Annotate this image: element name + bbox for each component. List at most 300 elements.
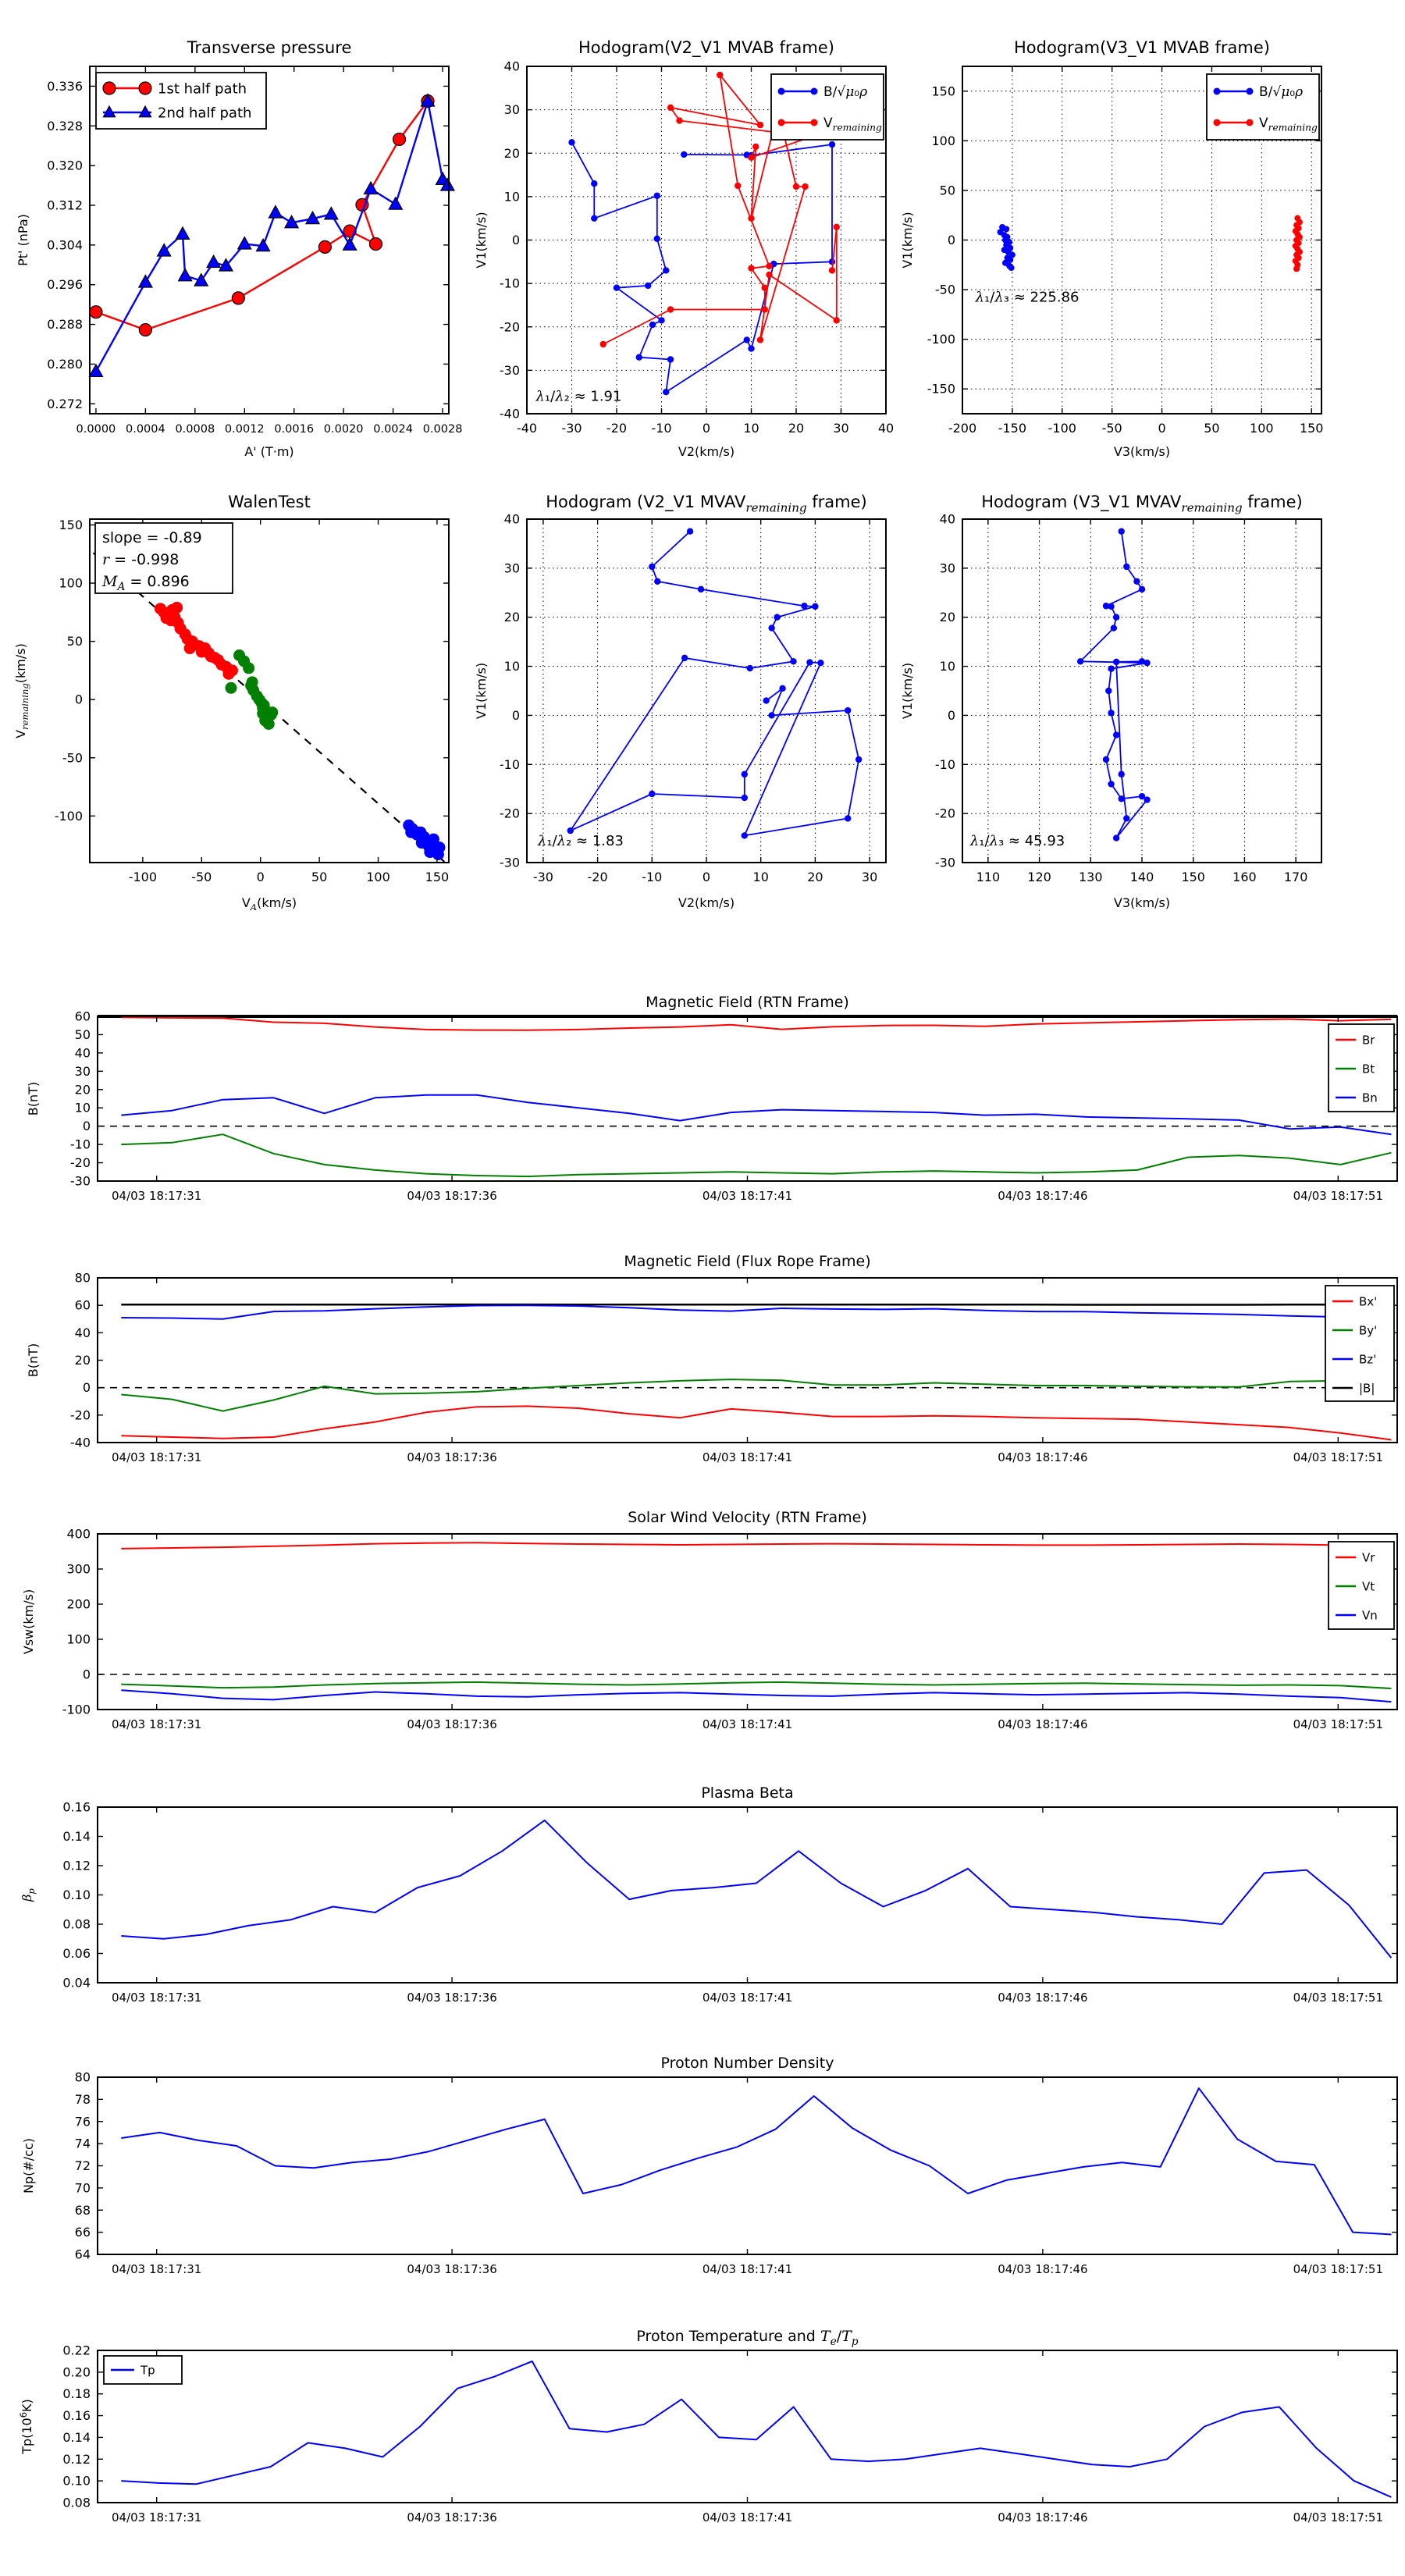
x-tick-label: 100 [366, 870, 390, 884]
x-tick-label: 04/03 18:17:31 [111, 1991, 202, 2005]
data-point [687, 528, 693, 535]
y-tick-label: -50 [62, 750, 83, 766]
x-tick-label: 04/03 18:17:36 [407, 1717, 497, 1731]
data-point [266, 706, 278, 718]
hodogram-v3v1-mvav-ylabel: V1(km/s) [900, 662, 915, 720]
data-point [1123, 564, 1129, 570]
x-tick-label: 04/03 18:17:31 [111, 1189, 202, 1203]
x-tick-label: -40 [516, 421, 538, 436]
transverse-pressure-legend [96, 73, 266, 129]
x-tick-label: -10 [642, 870, 663, 884]
hodogram-v3v1-mvav-plot [900, 493, 1321, 910]
data-point [834, 317, 840, 323]
y-tick-label: -40 [69, 1435, 91, 1450]
data-point [768, 712, 774, 718]
data-point [269, 206, 282, 218]
axes-frame [98, 1278, 1397, 1443]
y-tick-label: 60 [74, 1297, 91, 1313]
data-point [343, 238, 357, 250]
y-tick-label: 0 [82, 1119, 91, 1134]
y-tick-label: -30 [499, 362, 520, 378]
series-line [121, 1134, 1391, 1176]
data-point [681, 151, 687, 158]
data-point [225, 682, 237, 694]
x-tick-label: 04/03 18:17:36 [407, 1189, 497, 1203]
y-tick-label: 0.14 [62, 2429, 91, 2445]
data-point [801, 603, 807, 609]
series-line [121, 1305, 1391, 1319]
data-point [757, 122, 763, 128]
y-tick-label: 0.06 [62, 1946, 91, 1961]
data-point [649, 564, 655, 570]
x-tick-label: 120 [1027, 870, 1051, 884]
y-tick-label: 400 [66, 1526, 91, 1542]
data-point [676, 117, 682, 123]
y-tick-label: 0 [511, 233, 520, 247]
x-tick-label: -50 [1101, 421, 1122, 436]
y-tick-label: 78 [74, 2091, 91, 2107]
hodogram-v3v1-mvav-xlabel: V3(km/s) [1113, 895, 1171, 910]
x-tick-label: 04/03 18:17:41 [702, 1450, 793, 1464]
x-tick-label: 04/03 18:17:51 [1293, 2510, 1384, 2524]
x-tick-label: 04/03 18:17:46 [998, 1189, 1088, 1203]
proton-temp-legend [104, 2356, 182, 2384]
y-tick-label: -150 [927, 381, 955, 397]
proton-temp-plot [18, 2328, 1397, 2524]
hodogram-v2v1-mvab-annotation: λ₁/λ₂ ≈ 1.91 [535, 388, 622, 405]
data-point [1003, 226, 1009, 233]
data-point [645, 283, 651, 289]
walen-test-title: WalenTest [228, 493, 311, 511]
data-point [667, 105, 674, 111]
hodogram-v2v1-mvab-plot [474, 38, 894, 459]
y-tick-label: 40 [939, 511, 955, 527]
x-tick-label: -20 [587, 870, 608, 884]
y-tick-label: 30 [503, 560, 520, 576]
y-tick-label: 74 [74, 2136, 91, 2151]
y-tick-label: 0.18 [62, 2386, 91, 2402]
x-tick-label: 50 [1204, 421, 1220, 436]
data-point [658, 317, 664, 323]
data-point [1214, 119, 1221, 126]
y-tick-label: 150 [931, 84, 955, 99]
y-tick-label: -30 [69, 1173, 91, 1189]
series-br [121, 1017, 1391, 1030]
y-tick-label: -20 [69, 1155, 91, 1171]
data-point [654, 578, 660, 585]
y-tick-label: 0 [511, 707, 520, 723]
x-tick-label: 04/03 18:17:41 [702, 2262, 793, 2276]
data-point [232, 292, 244, 304]
series-line [121, 1406, 1391, 1439]
hodogram-v3v1-mvab-plot [900, 38, 1323, 459]
data-point [845, 707, 851, 713]
y-tick-label: 0.12 [62, 2451, 91, 2467]
x-tick-label: 04/03 18:17:51 [1293, 1991, 1384, 2005]
y-tick-label: -100 [62, 1702, 91, 1717]
y-tick-label: 40 [503, 511, 520, 527]
data-point [654, 236, 660, 242]
data-point [1119, 528, 1125, 535]
x-tick-label: 04/03 18:17:46 [998, 2262, 1088, 2276]
data-point [1144, 796, 1150, 802]
hodogram-v2v1-mvab-xlabel: V2(km/s) [678, 444, 735, 459]
data-point [762, 284, 768, 290]
data-point [802, 183, 808, 190]
data-point [1113, 614, 1119, 621]
x-tick-label: 04/03 18:17:36 [407, 2510, 497, 2524]
y-tick-label: -10 [499, 276, 520, 291]
data-point [811, 88, 818, 95]
x-tick-label: 04/03 18:17:51 [1293, 2262, 1384, 2276]
x-tick-label: 100 [1250, 421, 1274, 436]
y-tick-label: 100 [59, 575, 83, 591]
x-tick-label: 0 [702, 870, 711, 884]
data-point [748, 345, 754, 351]
x-tick-label: 04/03 18:17:31 [111, 1450, 202, 1464]
data-point [763, 697, 769, 703]
hodogram-v2v1-mvab-ylabel: V1(km/s) [474, 212, 489, 269]
data-point [591, 180, 597, 187]
x-tick-label: 40 [877, 421, 895, 436]
y-tick-label: 150 [59, 517, 83, 532]
mag-fluxrope-ylabel: B(nT) [26, 1343, 41, 1378]
legend-label: 2nd half path [158, 105, 252, 122]
y-tick-label: -10 [934, 756, 955, 772]
data-point [845, 815, 851, 821]
series-bz-prime [121, 1305, 1391, 1319]
axes-frame [98, 1807, 1397, 1983]
x-tick-label: 0.0012 [224, 423, 265, 436]
legend-label: |B| [1359, 1381, 1375, 1396]
data-point [742, 795, 748, 801]
x-tick-label: 04/03 18:17:46 [998, 2510, 1088, 2524]
legend-label: Vt [1362, 1579, 1375, 1594]
data-point [748, 265, 754, 271]
series-first-half-points [155, 602, 238, 680]
series-line [1080, 532, 1147, 838]
proton-density-title: Proton Number Density [660, 2055, 834, 2072]
series-v-remaining [1293, 215, 1303, 272]
y-tick-label: 0.12 [62, 1858, 91, 1873]
legend-label: $V_{remaining}$ [1259, 115, 1318, 133]
y-tick-label: 50 [66, 634, 83, 649]
y-tick-label: 40 [74, 1325, 91, 1340]
y-tick-label: 100 [66, 1631, 91, 1647]
series-tp [121, 2361, 1391, 2497]
y-tick-label: 10 [503, 189, 520, 205]
data-point [757, 336, 763, 343]
data-point [667, 356, 674, 362]
data-point [1108, 781, 1114, 787]
y-tick-label: -100 [927, 332, 955, 347]
y-tick-label: 68 [74, 2202, 91, 2218]
hodogram-v2v1-mvav-plot [474, 493, 886, 910]
proton-temp-ylabel: $Tp(10^6K)$ [17, 2399, 34, 2454]
legend-label: Bn [1362, 1091, 1378, 1105]
hodogram-v2v1-mvab-title: Hodogram(V2_V1 MVAB frame) [578, 38, 834, 57]
x-tick-label: -150 [998, 421, 1027, 436]
y-tick-label: 30 [74, 1063, 91, 1079]
hodogram-v2v1-mvab-legend [771, 74, 884, 140]
data-point [829, 141, 835, 148]
series-bn [121, 1095, 1391, 1134]
data-point [778, 88, 785, 95]
x-tick-label: 20 [807, 870, 823, 884]
x-tick-label: -30 [561, 421, 582, 436]
hodogram-v3v1-mvab-annotation: λ₁/λ₃ ≈ 225.86 [975, 289, 1080, 306]
x-tick-label: 04/03 18:17:31 [111, 1717, 202, 1731]
series-line [121, 2088, 1391, 2234]
data-point [207, 255, 220, 267]
infobox-line: r = -0.998 [102, 551, 180, 568]
x-tick-label: 04/03 18:17:46 [998, 1450, 1088, 1464]
y-tick-label: 60 [74, 1009, 91, 1024]
data-point [717, 72, 723, 78]
series-line [121, 2361, 1391, 2497]
legend-label: B/√μ₀ρ [1259, 84, 1304, 100]
series-line [121, 1682, 1391, 1688]
transverse-pressure-ylabel: Pt' (nPa) [16, 214, 30, 266]
x-tick-label: 0.0000 [76, 423, 116, 436]
data-point [649, 791, 655, 797]
data-point [1123, 815, 1129, 821]
x-tick-label: 130 [1079, 870, 1103, 884]
hodogram-v3v1-mvav-title: Hodogram (V3_V1 $MVAV_{remaining}$ frame) [981, 493, 1303, 515]
y-tick-label: 20 [503, 145, 520, 161]
data-point [747, 665, 753, 671]
x-tick-label: -100 [128, 870, 158, 884]
y-tick-label: -10 [69, 1137, 91, 1152]
data-point [369, 238, 382, 251]
data-point [748, 215, 754, 221]
series-np [121, 2088, 1391, 2234]
series-line [572, 142, 833, 392]
data-point [774, 614, 780, 621]
y-tick-label: 80 [74, 2069, 91, 2085]
x-tick-label: 10 [743, 421, 759, 436]
data-point [793, 183, 799, 190]
hodogram-v2v1-mvav-xlabel: V2(km/s) [678, 895, 735, 910]
y-tick-label: -30 [499, 855, 520, 870]
series-by-prime [121, 1379, 1391, 1411]
x-tick-label: 0 [256, 870, 265, 884]
mag-rtn-legend [1329, 1024, 1394, 1112]
transverse-pressure-title: Transverse pressure [187, 38, 352, 57]
x-tick-label: 20 [788, 421, 805, 436]
series-bx-prime [121, 1406, 1391, 1439]
y-tick-label: 10 [503, 659, 520, 674]
data-point [744, 336, 750, 343]
x-tick-label: 04/03 18:17:31 [111, 2262, 202, 2276]
data-point [829, 267, 835, 273]
x-tick-label: 04/03 18:17:36 [407, 2262, 497, 2276]
data-point [779, 685, 785, 692]
data-point [742, 832, 748, 838]
data-point [433, 841, 445, 853]
data-point [89, 365, 102, 376]
y-tick-label: 0.328 [47, 118, 83, 133]
y-tick-label: -20 [499, 319, 520, 335]
x-tick-label: 04/03 18:17:51 [1293, 1450, 1384, 1464]
data-point [1119, 795, 1125, 802]
data-point [139, 82, 151, 94]
data-point [365, 182, 378, 194]
data-point [742, 771, 748, 777]
legend-label: $V_{remaining}$ [823, 115, 882, 133]
data-point [1247, 88, 1254, 95]
data-point [1103, 756, 1109, 763]
data-point [1077, 658, 1083, 664]
y-tick-label: 30 [939, 560, 955, 576]
data-point [1113, 659, 1119, 665]
series-v-remaining-path [567, 528, 863, 839]
data-point [667, 306, 674, 312]
y-tick-label: 0.16 [62, 1799, 91, 1815]
data-point [817, 660, 823, 666]
y-tick-label: 200 [66, 1596, 91, 1612]
y-tick-label: 0.08 [62, 2495, 91, 2510]
hodogram-v2v1-mvav-ylabel: V1(km/s) [474, 662, 489, 720]
y-tick-label: -10 [499, 756, 520, 772]
series-line [121, 1017, 1391, 1030]
data-point [790, 658, 796, 664]
series-middle-points [225, 649, 278, 730]
y-tick-label: 0.288 [47, 317, 83, 333]
x-tick-label: 0.0028 [422, 423, 463, 436]
series-line [121, 1820, 1391, 1958]
data-point [806, 659, 813, 665]
x-tick-label: 04/03 18:17:41 [702, 1189, 793, 1203]
legend-label: 1st half path [158, 80, 247, 98]
data-point [568, 139, 574, 145]
x-tick-label: 170 [1283, 870, 1308, 884]
data-point [1293, 265, 1300, 272]
data-point [1139, 586, 1145, 592]
y-tick-label: 0.272 [47, 396, 83, 411]
data-point [139, 324, 151, 336]
series-1st-half-path [90, 95, 434, 336]
hodogram-v3v1-mvab-legend [1207, 74, 1319, 140]
y-tick-label: -30 [934, 855, 955, 870]
mag-fluxrope-title: Magnetic Field (Flux Rope Frame) [624, 1253, 871, 1270]
y-tick-label: 10 [939, 659, 955, 674]
legend-label: B/√μ₀ρ [823, 84, 868, 100]
y-tick-label: -20 [69, 1407, 91, 1423]
y-tick-label: 0.10 [62, 1888, 91, 1902]
data-point [1113, 731, 1119, 738]
data-point [139, 276, 152, 287]
x-tick-label: 0.0008 [175, 423, 215, 436]
series-beta [121, 1820, 1391, 1958]
infobox-line: slope = -0.89 [102, 529, 202, 546]
y-tick-label: 40 [503, 59, 520, 74]
y-tick-label: 0.22 [62, 2343, 91, 2358]
proton-temp-title: Proton Temperature and $T_e/T_p$ [636, 2328, 859, 2348]
data-point [1108, 603, 1114, 610]
data-point [834, 224, 840, 230]
data-point [778, 119, 785, 126]
x-tick-label: 160 [1232, 870, 1257, 884]
y-tick-label: 20 [74, 1353, 91, 1368]
series-line [121, 1379, 1391, 1411]
y-tick-label: 0.08 [62, 1916, 91, 1932]
data-point [766, 263, 772, 269]
y-tick-label: 0.04 [62, 1975, 91, 1991]
data-point [663, 389, 669, 395]
series-vn [121, 1690, 1391, 1702]
hodogram-v3v1-mvab-xlabel: V3(km/s) [1113, 444, 1171, 459]
proton-density-plot [21, 2055, 1397, 2276]
mag-fluxrope-legend [1325, 1286, 1394, 1401]
data-point [1139, 658, 1145, 664]
data-point [614, 284, 620, 290]
y-tick-label: 30 [503, 102, 520, 118]
x-tick-label: 110 [976, 870, 1001, 884]
y-tick-label: 0.320 [47, 158, 83, 173]
y-tick-label: -100 [54, 808, 83, 824]
y-tick-label: 0 [82, 1667, 91, 1682]
y-tick-label: 50 [939, 183, 955, 198]
proton-density-ylabel: Np(#/cc) [21, 2138, 36, 2194]
x-tick-label: 04/03 18:17:51 [1293, 1717, 1384, 1731]
x-tick-label: 150 [425, 870, 450, 884]
infobox-line: $M_A = 0.896$ [102, 573, 190, 593]
data-point [1008, 265, 1015, 271]
data-point [318, 240, 331, 253]
data-point [389, 197, 402, 209]
plasma-beta-ylabel: $\beta_p$ [20, 1888, 37, 1902]
x-tick-label: -10 [651, 421, 672, 436]
hodogram-v3v1-mvab-title: Hodogram(V3_V1 MVAB frame) [1014, 38, 1270, 57]
series-bt [121, 1134, 1391, 1176]
legend-label: Tp [140, 2363, 155, 2378]
y-tick-label: 0.280 [47, 356, 83, 372]
y-tick-label: 64 [74, 2247, 91, 2262]
data-point [103, 82, 116, 94]
data-point [812, 603, 818, 610]
series-vr [121, 1542, 1391, 1549]
y-tick-label: 10 [74, 1100, 91, 1115]
data-point [636, 354, 642, 360]
x-tick-label: 04/03 18:17:36 [407, 1991, 497, 2005]
x-tick-label: 50 [311, 870, 328, 884]
y-tick-label: 0.296 [47, 277, 83, 293]
data-point [1247, 119, 1254, 126]
y-tick-label: 0.16 [62, 2408, 91, 2424]
data-point [752, 144, 759, 150]
axes-frame [98, 2077, 1397, 2254]
x-tick-label: 04/03 18:17:41 [702, 1717, 793, 1731]
y-tick-label: 300 [66, 1561, 91, 1577]
hodogram-v3v1-mvab-ylabel: V1(km/s) [900, 212, 915, 269]
data-point [654, 193, 660, 199]
y-tick-label: 20 [74, 1082, 91, 1098]
data-point [1111, 624, 1117, 631]
data-point [591, 215, 597, 221]
hodogram-v2v1-mvav-annotation: λ₁/λ₂ ≈ 1.83 [537, 833, 624, 849]
x-tick-label: 0.0020 [323, 423, 364, 436]
x-tick-label: 150 [1299, 421, 1324, 436]
y-tick-label: 20 [939, 610, 955, 625]
walen-test-xlabel: $V_A(km/s)$ [241, 895, 297, 913]
mag-rtn-ylabel: B(nT) [26, 1081, 41, 1116]
y-tick-label: 0 [947, 707, 955, 723]
data-point [698, 586, 704, 592]
x-tick-label: 30 [861, 870, 878, 884]
data-point [238, 237, 251, 249]
hodogram-v3v1-mvav-annotation: λ₁/λ₃ ≈ 45.93 [969, 833, 1065, 849]
